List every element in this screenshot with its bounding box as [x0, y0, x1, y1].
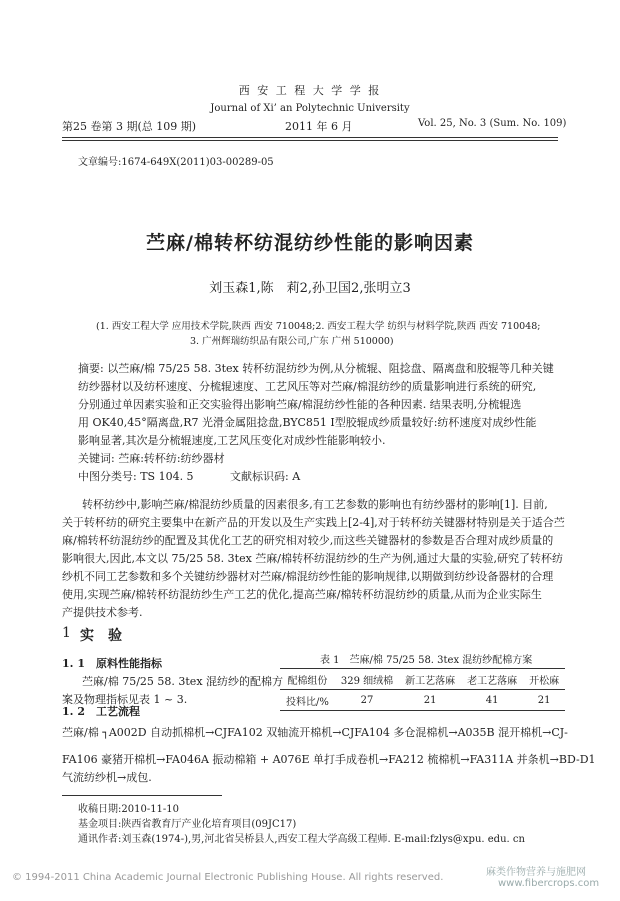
body-line: 转杯纺纱中,影响苎麻/棉混纺纱质量的因素很多,有工艺参数的影响也有纺纱器材的影响[1]. 目前, — [82, 498, 548, 511]
watermark-logo-text: 麻类作物营养与施肥网 — [486, 867, 586, 878]
paper-title: 苎麻/棉转杯纺混纺纱性能的影响因素 — [146, 232, 474, 254]
subsection-title: 1. 1 原料性能指标 — [62, 657, 162, 670]
journal-name-cn: 西 安 工 程 大 学 学 报 — [238, 84, 382, 97]
table-header: 配棉组份 — [280, 669, 335, 690]
table-header: 新工艺落麻 — [399, 669, 461, 690]
article-number: 文章编号:1674-649X(2011)03-00289-05 — [78, 157, 274, 168]
abstract-line: 摘要: 以苎麻/棉 75/25 58. 3tex 转杯纺混纺纱为例,从分梳辊、阻捻盘、隔离盘和胶辊等几种关键 — [78, 362, 554, 375]
flow-line: 苎麻/棉 ┐A002D 自动抓棉机→CJFA102 双轴流开棉机→CJFA104 多仓混棉机→A035B 混开棉机→CJ- — [62, 726, 568, 739]
table-cell: 21 — [523, 690, 565, 711]
affiliation-line-1: (1. 西安工程大学 应用技术学院,陕西 西安 710048;2. 西安工程大学 纺织与材料学院,陕西 西安 710048; — [96, 321, 541, 332]
body-line: 影响很大,因此,本文以 75/25 58. 3tex 苎麻/棉转杯纺混纺纱的生产为例,通过大量的实验,研究了转杯纺 — [62, 552, 564, 565]
issue-date: 2011 年 6 月 — [285, 120, 353, 133]
body-line: 纱机不同工艺参数和多个关键纺纱器材对苎麻/棉混纺纱性能的影响规律,以期做到纺纱设备器材的合理 — [62, 570, 554, 583]
document-code: 文献标识码: A — [230, 470, 301, 483]
author-list: 刘玉森1,陈 莉2,孙卫国2,张明立3 — [209, 281, 411, 296]
journal-name-en: Journal of Xi’ an Polytechnic University — [210, 103, 410, 114]
table-header: 开松麻 — [523, 669, 565, 690]
abstract-line: 分别通过单因素实验和正交实验得出影响苎麻/棉混纺纱性能的各种因素. 结果表明,分梳辊选 — [78, 398, 522, 411]
section-title: 实 验 — [80, 628, 122, 644]
abstract-line: 纺纱器材以及纺杯速度、分梳辊速度、工艺风压等对苎麻/棉混纺纱的质量影响进行系统的研究, — [78, 380, 537, 393]
flow-line: FA106 豪猪开棉机→FA046A 振动棉箱 + A076E 单打手成卷机→FA212 梳棉机→FA311A 并条机→BD-D1 — [62, 753, 596, 766]
abstract-line: 影响显著,其次是分梳辊速度,工艺风压变化对成纱性能影响较小. — [78, 434, 386, 447]
header-rule-double — [62, 140, 558, 141]
clc-number: 中图分类号: TS 104. 5 — [78, 470, 194, 483]
issue-label-cn: 第25 卷第 3 期(总 109 期) — [62, 120, 197, 133]
footnote-received: 收稿日期:2010-11-10 — [78, 804, 180, 815]
footnote-author: 通讯作者:刘玉森(1974-),男,河北省吴桥县人,西安工程大学高级工程师. E-mail:fzlys@xpu. edu. cn — [78, 834, 525, 845]
body-line: 麻/棉转杯纺混纺纱的配置及其优化工艺的研究相对较少,而这些关键器材的参数是否合理对成纱质量的 — [62, 534, 554, 547]
body-line: 关于转杯纺的研究主要集中在新产品的开发以及生产实践上[2-4],对于转杯纺关键器材特别是关于适合苎 — [62, 516, 565, 529]
keywords: 关键词: 苎麻:转杯纺:纺纱器材 — [78, 452, 225, 465]
table-row-label: 投料比/% — [280, 690, 335, 711]
copyright-notice: © 1994-2011 China Academic Journal Electronic Publishing House. All rights reserved. — [12, 872, 444, 883]
table-cell: 27 — [335, 690, 399, 711]
body-line: 使用,实现苎麻/棉转杯纺混纺纱生产工艺的优化,提高苎麻/棉转杯纺混纺纱的质量,从而为企业实际生 — [62, 588, 542, 601]
flow-line: 气流纺纱机→成包. — [62, 771, 152, 784]
table-header: 老工艺落麻 — [461, 669, 523, 690]
table-caption: 表 1 苎麻/棉 75/25 58. 3tex 混纺纱配棉方案 — [320, 655, 533, 666]
blend-ratio-table — [280, 668, 565, 711]
header-rule — [62, 137, 558, 138]
watermark-url: www.fibercrops.com — [498, 878, 600, 889]
table-cell: 41 — [461, 690, 523, 711]
section-number: 1 — [62, 625, 71, 641]
subsection-title: 1. 2 工艺流程 — [62, 705, 140, 718]
body-line: 案及物理指标见表 1 ~ 3. — [62, 693, 188, 706]
affiliation-line-2: 3. 广州辉瑞纺织品有限公司,广东 广州 510000) — [190, 336, 394, 347]
footnote-fund: 基金项目:陕西省教育厅产业化培育项目(09JC17) — [78, 819, 297, 830]
table-header: 329 细绒棉 — [335, 669, 399, 690]
abstract-line: 用 OK40,45°隔离盘,R7 光滑金属阻捻盘,BYC851 Ⅰ型胶辊成纱质量较好:纺杯速度对成纱性能 — [78, 416, 537, 429]
body-line: 苎麻/棉 75/25 58. 3tex 混纺纱的配棉方 — [82, 675, 284, 688]
table-cell: 21 — [399, 690, 461, 711]
body-line: 产提供技术参考. — [62, 606, 143, 619]
issue-label-en: Vol. 25, No. 3 (Sum. No. 109) — [418, 118, 567, 129]
footnote-rule — [62, 795, 222, 796]
